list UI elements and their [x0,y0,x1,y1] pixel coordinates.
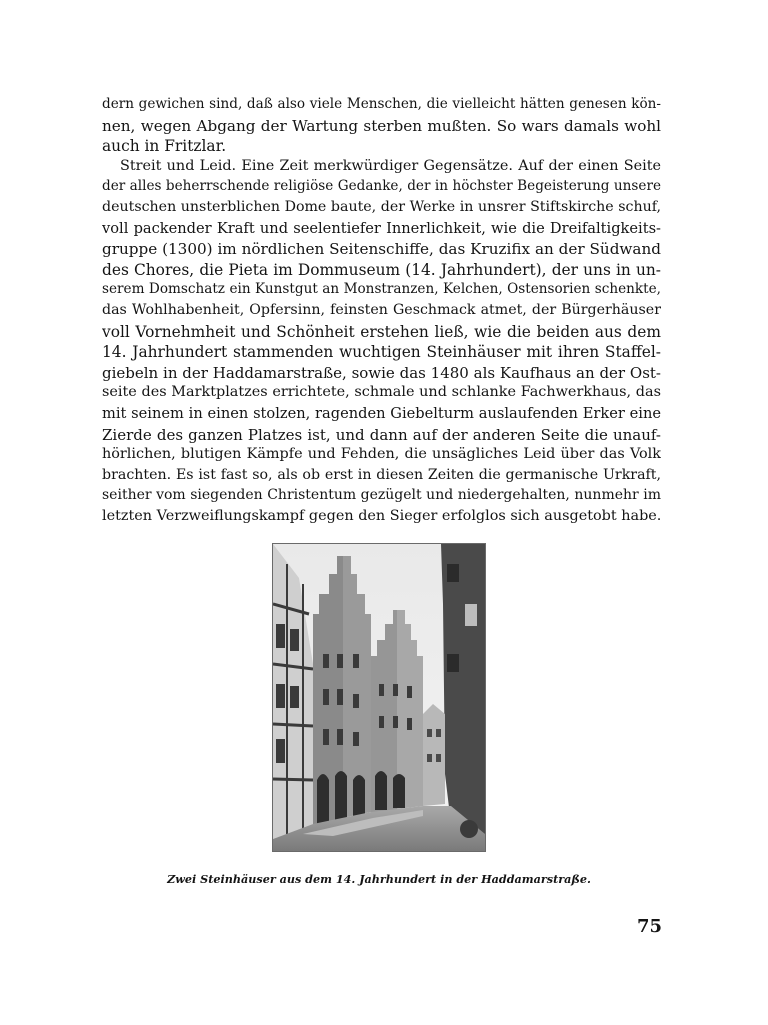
text-line: deutschen unsterblichen Dome baute, der Werke in unsrer Stiftskirche schuf, [102,198,661,215]
text-line: brachten. Es ist fast so, als ob erst in diesen Zeiten die germanische Urkraft, [102,466,661,483]
text-line: auch in Fritzlar. [102,137,227,156]
text-line: nen, wegen Abgang der Wartung sterben mußten. So wars damals wohl [102,116,661,135]
text-line: mit seinem in einen stolzen, ragenden Giebelturm auslaufenden Erker eine [102,404,661,422]
text-line: voll Vornehmheit und Schönheit erstehen ließ, wie die beiden aus dem [102,322,661,341]
street-photograph [272,543,486,852]
text-line: das Wohlhabenheit, Opfersinn, feinsten Geschmack atmet, der Bürgerhäuser [102,301,661,318]
text-line: dern gewichen sind, daß also viele Menschen, die vielleicht hätten genesen kön- [102,96,661,112]
text-line: der alles beherrschende religiöse Gedanke, der in höchster Begeisterung unsere [102,178,661,195]
text-line: voll packender Kraft und seelentiefer Innerlichkeit, wie die Dreifaltigkeits- [102,219,661,237]
text-line: seither vom siegenden Christentum gezügelt und niedergehalten, nunmehr im [102,487,661,504]
text-line: seite des Marktplatzes errichtete, schmale und schlanke Fachwerkhaus, das [102,384,661,401]
text-line: letzten Verzweiflungskampf gegen den Sieger erfolglos sich ausgetobt habe. [102,507,661,524]
text-line: gruppe (1300) im nördlichen Seitenschiffe, das Kruzifix an der Südwand [102,240,661,259]
text-line: des Chores, die Pieta im Dommuseum (14. Jahrhundert), der uns in un- [102,260,661,279]
text-line: serem Domschatz ein Kunstgut an Monstranzen, Kelchen, Ostensorien schenkte, [102,281,661,298]
text-line: giebeln in der Haddamarstraße, sowie das 1480 als Kaufhaus an der Ost- [102,363,661,382]
figure-caption: Zwei Steinhäuser aus dem 14. Jahrhundert in der Haddamarstraße. [167,872,591,886]
text-line: Streit und Leid. Eine Zeit merkwürdiger Gegensätze. Auf der einen Seite [120,157,661,174]
page-number: 75 [636,916,662,937]
body-text [102,96,661,528]
text-line: 14. Jahrhundert stammenden wuchtigen Steinhäuser mit ihren Staffel- [102,343,661,362]
text-line: hörlichen, blutigen Kämpfe und Fehden, die unsägliches Leid über das Volk [102,446,661,463]
text-line: Zierde des ganzen Platzes ist, und dann auf der anderen Seite die unauf- [102,425,661,444]
